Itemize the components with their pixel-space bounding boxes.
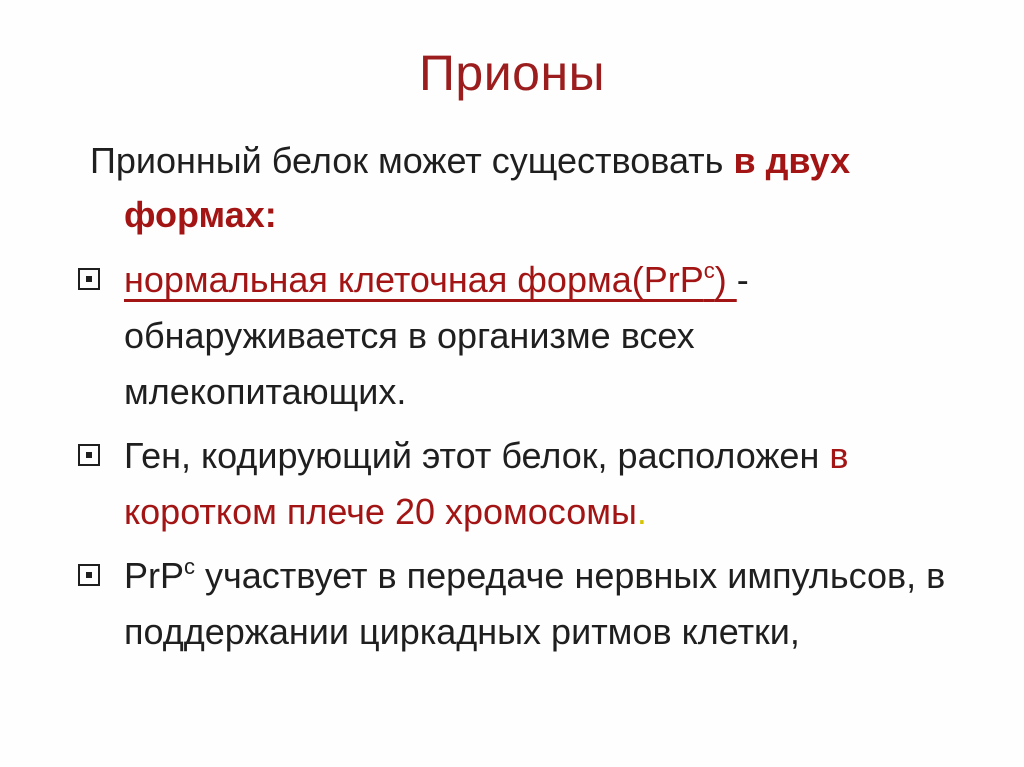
slide-title: Прионы xyxy=(418,45,606,101)
square-bullet-icon xyxy=(78,268,100,290)
bullet-gene-period: . xyxy=(636,491,647,532)
bullet-item-normal-form xyxy=(78,252,978,420)
bullet-text xyxy=(78,548,978,660)
intro-highlight-2: формах: xyxy=(124,194,277,235)
square-bullet-icon xyxy=(78,444,100,466)
square-bullet-icon xyxy=(78,564,100,586)
superscript-c: c xyxy=(184,554,196,579)
superscript-c: c xyxy=(703,258,715,283)
bullet-red-term-text: нормальная клеточная форма(PrP xyxy=(124,259,704,300)
bullet-dash: - xyxy=(736,259,749,300)
bullet-gene-text: Ген, кодирующий этот белок, расположен xyxy=(124,435,830,476)
bullet-item-function xyxy=(78,548,978,660)
bullet-red-term-close: ) xyxy=(714,259,737,300)
bullet-gene-red-text: в коротком плече 20 хромосомы xyxy=(124,435,849,532)
bullet-function-prefix: PrP xyxy=(124,555,185,596)
intro-text: Прионный белок может существовать xyxy=(90,140,734,181)
bullet-rest-text: обнаруживается в организме всех млекопитающих. xyxy=(124,315,695,412)
intro-paragraph xyxy=(90,134,970,242)
bullet-item-gene xyxy=(78,428,978,540)
intro-highlight-1: в двух xyxy=(733,140,851,181)
bullet-function-text: участвует в передаче нервных импульсов, в поддержании циркадных ритмов клетки, xyxy=(124,555,946,652)
bullet-text xyxy=(78,252,978,420)
bullet-red-term xyxy=(124,259,737,300)
bullet-text xyxy=(78,428,978,540)
